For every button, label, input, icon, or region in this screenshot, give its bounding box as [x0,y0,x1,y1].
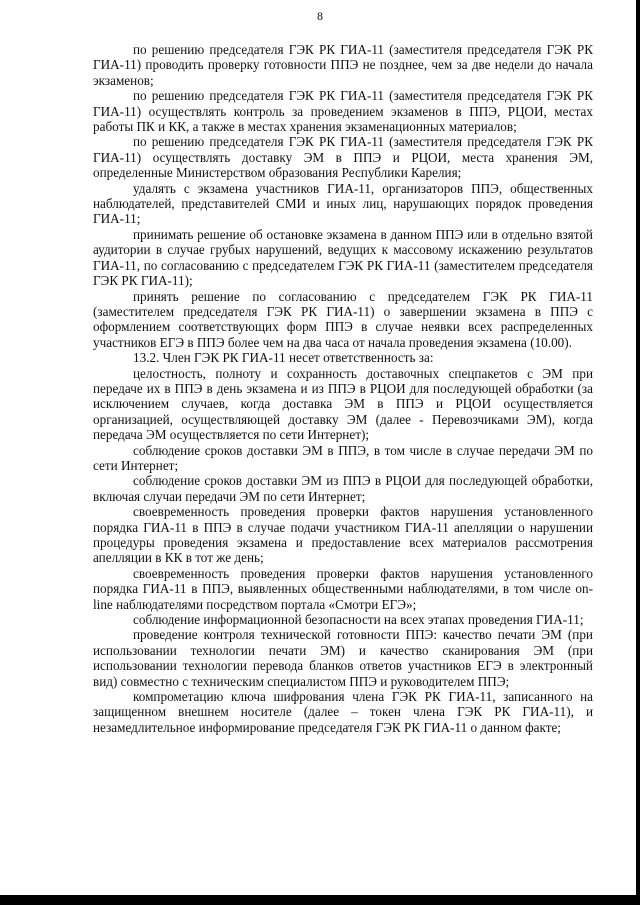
paragraph-5: принимать решение об остановке экзамена в данном ППЭ или в отдельно взятой аудитории в случае грубых нарушений, ведущих к массовому искажению результатов ГИА-11, по согласованию с председателем ГЭК РК ГИА-11 (заместителем председателя ГЭК РК ГИА-11); [93,226,593,289]
paragraph-10: соблюдение сроков доставки ЭМ из ППЭ в РЦОИ для последующей обработки, включая случаи передачи ЭМ по сети Интернет; [93,473,593,504]
paragraph-3: по решению председателя ГЭК РК ГИА-11 (заместителя председателя ГЭК РК ГИА-11) осуществлять доставку ЭМ в ППЭ и РЦОИ, места хранения ЭМ, определенные Министерством образования Республики Карелия; [93,134,593,181]
paragraph-15: компрометацию ключа шифрования члена ГЭК РК ГИА-11, записанного на защищенном внешнем носителе (далее – токен члена ГЭК РК ГИА-11), и незамедлительное информирование председателя ГЭК РК ГИА-11 о данном факте; [93,689,593,735]
paragraph-1: по решению председателя ГЭК РК ГИА-11 (заместителя председателя ГЭК РК ГИА-11) проводить проверку готовности ППЭ не позднее, чем за две недели до начала экзаменов; [93,42,593,88]
paragraph-2: по решению председателя ГЭК РК ГИА-11 (заместителя председателя ГЭК РК ГИА-11) осуществлять контроль за проведением экзаменов в ППЭ, РЦОИ, местах работы ПК и КК, а также в местах хранения экзаменационных материалов; [93,88,593,135]
paragraph-14: проведение контроля технической готовности ППЭ: качество печати ЭМ (при использовании технологии печати ЭМ) и качество сканирования ЭМ (при использовании технологии перевода бланков ответов участников ЕГЭ в электронный вид) совместно с техническим специалистом ППЭ и руководителем ППЭ; [93,627,593,689]
scan-edge-right [636,0,640,905]
document-body [93,42,593,735]
paragraph-6: принять решение по согласованию с председателем ГЭК РК ГИА-11 (заместителем председателя ГЭК РК ГИА-11) о завершении экзамена в ППЭ с оформлением соответствующих форм ППЭ в случае неявки всех распределенных участников ЕГЭ в ППЭ более чем на два часа от начала проведения экзамена (10.00). [93,288,593,350]
paragraph-4: удалять с экзамена участников ГИА-11, организаторов ППЭ, общественных наблюдателей, представителей СМИ и иных лиц, нарушающих порядок проведения ГИА-11; [93,180,593,227]
paragraph-8: целостность, полноту и сохранность доставочных спецпакетов с ЭМ при передаче их в ППЭ в день экзамена и из ППЭ в РЦОИ для последующей обработки (за исключением случаев, когда доставка ЭМ в ППЭ и РЦОИ осуществляется организацией, осуществляющей доставку ЭМ (далее - Перевозчиками ЭМ), когда передача ЭМ осуществляется по сети Интернет); [93,365,593,443]
paragraph-13: соблюдение информационной безопасности на всех этапах проведения ГИА-11; [133,612,584,628]
scan-edge-bottom [0,895,640,905]
section-13-2-heading: 13.2. Член ГЭК РК ГИА-11 несет ответственность за: [133,350,434,366]
paragraph-9: соблюдение сроков доставки ЭМ в ППЭ, в том числе в случае передачи ЭМ по сети Интернет; [93,442,593,473]
paragraph-11: своевременность проведения проверки фактов нарушения установленного порядка ГИА-11 в ППЭ в случае подачи участником ГИА-11 апелляции о нарушении процедуры проведения экзамена и предоставление всех материалов рассмотрения апелляции в КК в тот же день; [93,504,593,566]
paragraph-12: своевременность проведения проверки фактов нарушения установленного порядка ГИА-11 в ППЭ, выявленных общественными наблюдателями, в том числе on-line наблюдателями посредством портала «Смотри ЕГЭ»; [93,565,593,612]
page-number: 8 [317,9,323,23]
